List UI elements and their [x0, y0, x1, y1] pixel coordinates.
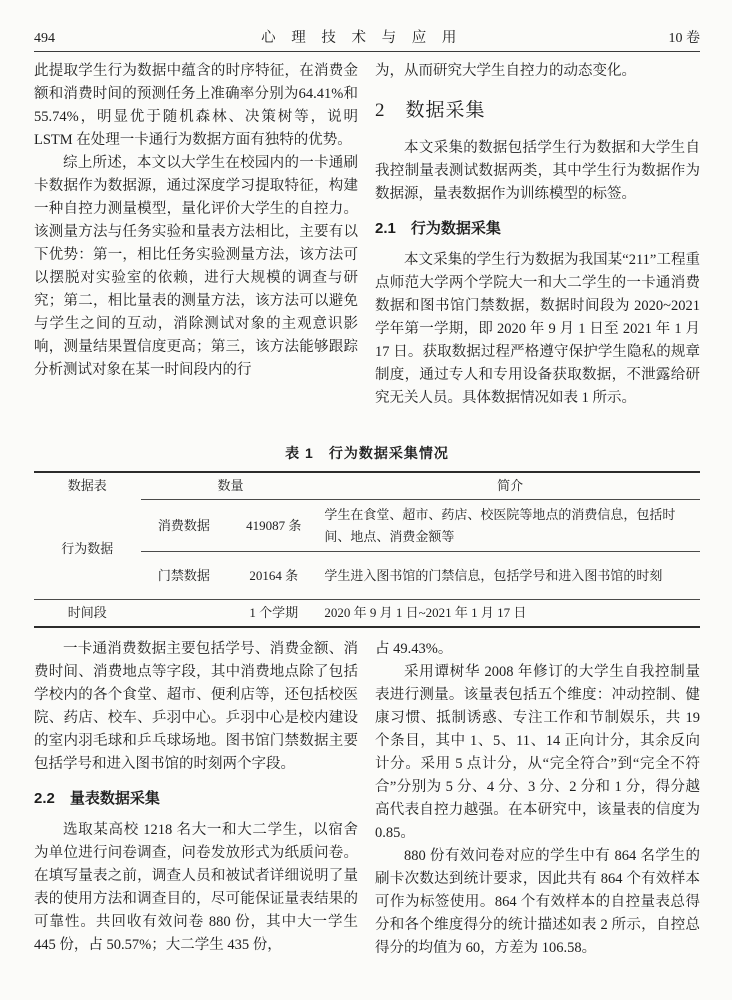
cell-desc: 学生进入图书馆的门禁信息，包括学号和进入图书馆的时刻: [324, 567, 663, 583]
table-row: [34, 500, 700, 552]
journal-title: 心 理 技 术 与 应 用: [261, 30, 463, 46]
cell-empty: [141, 600, 228, 628]
cell-count: 1 个学期: [227, 600, 320, 628]
cell-name: 门禁数据: [157, 567, 210, 583]
right-column-top: [375, 60, 700, 410]
paragraph: 占 49.43%。: [375, 641, 453, 657]
paragraph: 一卡通消费数据主要包括学号、消费金额、消费时间、消费地点等字段，其中消费地点除了包括学校内的各个食堂、超市、便利店等，还包括校医院、药店、校车、乒羽中心。乒羽中心是校内建设的室内羽毛球和乒乓球场地。图书馆门禁数据主要包括学号和进入图书馆的时刻两个字段。: [34, 641, 358, 772]
cell-desc: 学生在食堂、超市、药店、校医院等地点的消费信息，包括时间、地点、消费金额等: [320, 500, 700, 552]
page-number: 494: [34, 31, 55, 46]
right-column-bottom: [375, 638, 700, 960]
section-heading-2-1: 2.1 行为数据采集: [375, 220, 501, 237]
table-1-block: [34, 443, 700, 628]
lower-text-section: [34, 638, 700, 960]
volume-label: 10 卷: [668, 31, 700, 46]
running-head: [34, 26, 700, 47]
section-heading-2: 2 数据采集: [375, 100, 486, 121]
col-header-quantity: 数量: [141, 472, 321, 500]
paragraph: 本文采集的学生行为数据为我国某“211”工程重点师范大学两个学院大一和大二学生的一卡通消费数据和图书馆门禁数据，数据时间段为 2020~2021 学年第一学期，即 2020 年 9 月 1 日至 2021 年 1 月 17 日。获取数据过程严格遵守保护学生隐私的规章制度，通过专人和专用设备获取数据，不泄露给研究无关人员。具体数据情况如表 1 所示。: [375, 252, 700, 406]
table-header-row: [34, 472, 700, 500]
cell-count: 20164 条: [249, 567, 299, 583]
paragraph: 采用谭树华 2008 年修订的大学生自我控制量表进行测量。该量表包括五个维度：冲动控制、健康习惯、抵制诱惑、专注工作和节制娱乐，共 19 个条目，其中 1、5、11、14 正向计分，其余反向计分。采用 5 点计分，从“完全符合”到“完全不符合”分别为 5 分、4 分、3 分、2 分和 1 分，得分越高代表自控力越强。在本研究中，该量表的信度为 0.85。: [375, 664, 700, 841]
col-header-dataset: 数据表: [67, 478, 107, 494]
paragraph: 本文采集的数据包括学生行为数据和大学生自我控制量表测试数据两类，其中学生行为数据作为数据源，量表数据作为训练模型的标签。: [375, 140, 700, 202]
left-column-bottom: [34, 638, 358, 960]
cell-count: 419087 条: [227, 500, 320, 552]
cell-time-label: 时间段: [34, 600, 141, 628]
col-header-summary: 简介: [320, 472, 700, 500]
paragraph: 此提取学生行为数据中蕴含的时序特征，在消费金额和消费时间的预测任务上准确率分别为64.41%和 55.74%，明显优于随机森林、决策树等，说明 LSTM 在处理一卡通行为数据方面有独特的优势。: [34, 63, 358, 148]
table-row: [34, 600, 700, 628]
left-column-top: [34, 60, 358, 410]
paragraph: 综上所述，本文以大学生在校园内的一卡通刷卡数据作为数据源，通过深度学习提取特征，构建一种自控力测量模型，量化评价大学生的自控力。该测量方法与任务实验和量表方法相比，主要有以下优势：第一，相比任务实验测量方法，该方法可以摆脱对实验室的依赖，进行大规模的调查与研究；第二，相比量表的测量方法，该方法可以避免与学生之间的互动，消除测试对象的主观意识影响，测量结果置信度更高；第三，该方法能够跟踪分析测试对象在某一时间段内的行: [34, 155, 358, 378]
paragraph: 880 份有效问卷对应的学生中有 864 名学生的刷卡次数达到统计要求，因此共有 864 个有效样本可作为标签使用。864 个有效样本的自控量表总得分和各个维度得分的统计描述如表 2 所示，自控总得分的均值为 60，方差为 106.58。: [375, 848, 700, 956]
upper-text-section: [34, 60, 700, 410]
paragraph: 选取某高校 1218 名大一和大二学生，以宿舍为单位进行问卷调查，问卷发放形式为纸质问卷。在填写量表之前，调查人员和被试者详细说明了量表的使用方法和调查目的，尽可能保证量表结果的可靠性。共回收有效问卷 880 份，其中大一学生 445 份，占 50.57%；大二学生 435 份，: [34, 822, 358, 953]
table-1-title: 表 1 行为数据采集情况: [285, 445, 449, 461]
section-heading-2-2: 2.2 量表数据采集: [34, 790, 160, 807]
cell-name: 消费数据: [141, 500, 228, 552]
cell-group-label: 行为数据: [61, 541, 114, 557]
table-1: [34, 471, 700, 628]
cell-desc: 2020 年 9 月 1 日~2021 年 1 月 17 日: [320, 600, 700, 628]
paragraph: 为，从而研究大学生自控力的动态变化。: [375, 63, 636, 79]
header-rule: [34, 51, 700, 52]
